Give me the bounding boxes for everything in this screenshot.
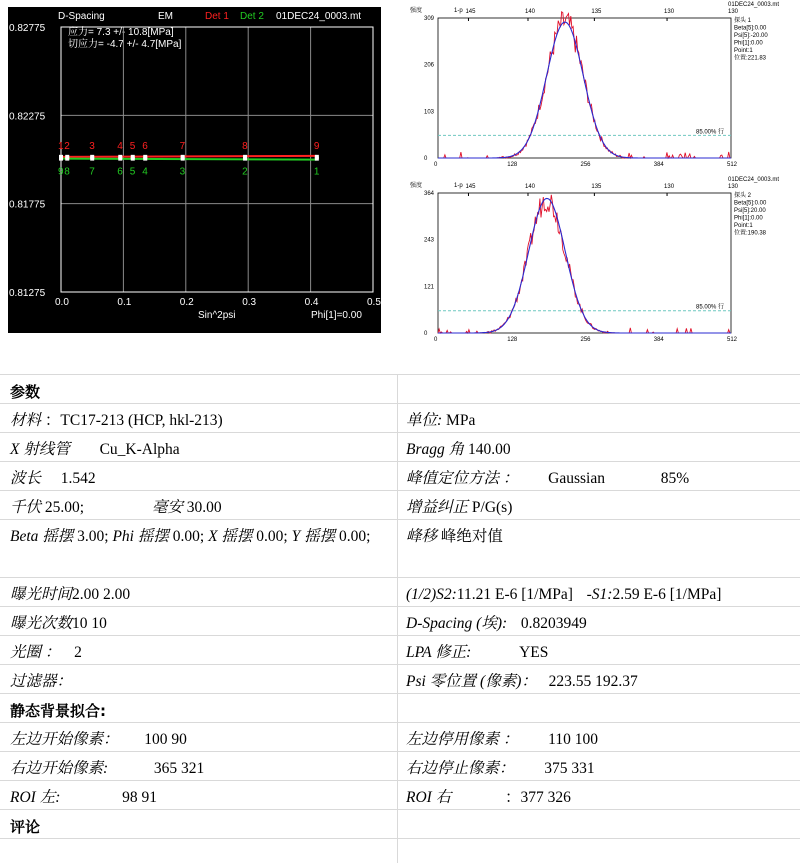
dspacing-plot: [8, 7, 381, 333]
aperture-cell: [0, 636, 397, 664]
point-label: 9: [58, 166, 64, 178]
osc-x-label: X 摇摆: [208, 528, 253, 545]
filter-label: 过滤器：: [10, 673, 73, 690]
point-label: 4: [117, 140, 123, 152]
x-tick-label: 0.0: [55, 297, 69, 308]
comments-body: [0, 839, 397, 863]
peak-y-tick: 309: [424, 16, 435, 22]
comments-spacer: [397, 810, 800, 838]
x-tick-label: 0.4: [304, 297, 319, 308]
gain-label: 增益纠正: [406, 499, 469, 516]
right-stop-cell: [397, 752, 800, 780]
point-label: 1: [313, 166, 320, 178]
peak-info-line: Phi[1]:0.00: [734, 40, 763, 47]
ma-label: 毫安: [151, 499, 183, 516]
peak-info-line: Psi[5]:20.00: [734, 208, 766, 214]
gain-cell: [397, 491, 800, 519]
material-value: ：TC17-213 (HCP, hkl-213): [44, 412, 223, 429]
roi-left-cell: [0, 781, 397, 809]
peak-y-tick: 121: [424, 284, 435, 291]
peak-top-label: 1-p: [454, 8, 463, 14]
unit-label: 单位:: [406, 412, 443, 429]
oscillation-cell: [0, 520, 397, 577]
data-point: [118, 157, 122, 161]
fitted-profile: [438, 22, 731, 158]
exposure-count-label: 曝光次数: [10, 615, 73, 632]
roi-right-cell: [397, 781, 800, 809]
roi-left-value: 98 91: [122, 789, 157, 806]
angle-tick: 145: [465, 184, 476, 190]
x-tick-label: 0.3: [242, 297, 257, 308]
angle-tick: 130: [664, 9, 675, 15]
right-start-value: 365 321: [153, 760, 205, 777]
point-label: 3: [89, 140, 95, 152]
peak-x-tick: 256: [580, 337, 591, 343]
ma-value: 30.00: [186, 499, 222, 516]
right-stop-value: 375 331: [544, 760, 595, 777]
lpa-cell: [397, 636, 800, 664]
angle-tick: 130: [664, 184, 675, 190]
peak-method-pct: 85%: [660, 470, 690, 487]
peak-info-line: Beta[5]:0.00: [734, 25, 767, 32]
gain-value: P/G(s): [471, 499, 513, 516]
point-label: 7: [179, 140, 186, 152]
point-label: 5: [129, 166, 136, 178]
peak-info-line: Psi[5]:-20.00: [734, 33, 768, 39]
angle-tick: 135: [591, 184, 602, 190]
peak-y-tick: 364: [424, 191, 435, 197]
point-label: 5: [129, 140, 136, 152]
peak-frame: [438, 18, 731, 158]
data-point: [243, 157, 247, 161]
peak-y-tick: 0: [424, 331, 428, 337]
left-start-cell: [0, 723, 397, 751]
params-header-spacer: [397, 375, 800, 403]
data-point: [181, 157, 185, 161]
lpa-label: LPA 修正:: [406, 644, 472, 661]
wavelength-value: 1.542: [60, 470, 96, 487]
raw-profile: [438, 12, 731, 158]
point-label: 6: [142, 140, 148, 152]
dspacing-file: 01DEC24_0003.mt: [276, 11, 362, 22]
phi-label: Phi[1]=0.00: [311, 310, 362, 321]
peak-y-tick: 243: [424, 237, 435, 244]
xray-value: Cu_K-Alpha: [99, 441, 180, 458]
left-start-value: 100 90: [144, 731, 187, 748]
comments-header: 评论: [10, 818, 41, 836]
fit-line-1: [61, 156, 317, 157]
charts-area: [0, 0, 800, 345]
data-point: [143, 157, 147, 161]
unit-cell: [397, 404, 800, 432]
dspacing-cell: [397, 607, 800, 635]
y-tick-label: 0.81275: [9, 288, 46, 299]
det1-label: Det 1: [205, 11, 229, 22]
right-start-cell: [0, 752, 397, 780]
peak-y-tick: 0: [424, 156, 428, 162]
peak-info-line: Point:1: [734, 223, 753, 229]
s1-value: 2.59 E-6 [1/MPa]: [612, 586, 722, 603]
peak-file-suffix: 130: [728, 184, 739, 190]
exposure-count-value: 10 10: [72, 615, 107, 632]
material-label: 材料: [10, 412, 42, 429]
osc-y-value: 0.00;: [338, 528, 371, 545]
parameter-table: [0, 374, 800, 863]
osc-beta-label: Beta 摇摆: [10, 528, 74, 545]
angle-tick: 135: [591, 9, 602, 15]
data-point: [65, 157, 69, 161]
peak-info-line: 位置:221.83: [734, 55, 767, 62]
peak-shift-value: 峰绝对值: [440, 528, 503, 545]
aperture-label: 光圈 ：: [10, 644, 61, 661]
peak-file-suffix: 130: [728, 9, 739, 15]
peak-info-line: 探头 1: [734, 18, 752, 24]
right-start-label: 右边开始像素:: [10, 760, 109, 777]
bg-fit-spacer: [397, 694, 800, 722]
peak-method-value: Gaussian: [548, 470, 605, 487]
x-tick-label: 0.2: [179, 297, 194, 308]
right-stop-label: 右边停止像素：: [406, 760, 515, 777]
xray-cell: [0, 433, 397, 461]
peak-y-tick: 103: [424, 109, 435, 116]
kv-value: 25.00;: [44, 499, 85, 516]
peak-ylabel: 强度: [410, 8, 423, 14]
peak-x-tick: 0: [434, 337, 438, 343]
bragg-cell: [397, 433, 800, 461]
left-start-label: 左边开始像素：: [10, 731, 119, 748]
left-stop-value: 110 100: [548, 731, 598, 748]
point-label: 1: [58, 140, 64, 152]
left-stop-cell: [397, 723, 800, 751]
dspacing-mode: EM: [158, 11, 173, 22]
peak-x-tick: 384: [653, 162, 664, 168]
angle-tick: 140: [524, 184, 535, 190]
peak-profiles: [398, 0, 798, 345]
kv-label: 千伏: [10, 499, 42, 516]
roi-left-label: ROI 左:: [10, 789, 61, 806]
wavelength-cell: [0, 462, 397, 490]
peak-y-tick: 206: [424, 62, 435, 69]
peak-shift-label: 峰移: [406, 528, 438, 545]
point-label: 8: [242, 140, 248, 152]
left-stop-label: 左边停用像素 ：: [406, 731, 519, 748]
psi-zero-label: Psi 零位置 (像素)：: [406, 673, 537, 690]
fitted-profile: [438, 198, 731, 333]
point-label: 2: [64, 140, 70, 152]
peak-panel-1: [410, 2, 779, 168]
x-tick-label: 0.1: [117, 297, 132, 308]
s2-value: 11.21 E-6 [1/MPa]: [456, 586, 573, 603]
peak-method-label: 峰值定位方法 ：: [406, 470, 519, 487]
roi-right-label: ROI 右: [406, 789, 452, 806]
peak-plots: [398, 0, 798, 345]
angle-tick: 140: [524, 9, 535, 15]
fit-line-2: [61, 159, 317, 160]
dspacing-label: D-Spacing (埃):: [406, 615, 508, 632]
data-point: [59, 157, 63, 161]
point-label: 9: [313, 140, 320, 152]
bg-fit-header: 静态背景拟合:: [10, 702, 106, 720]
y-tick-label: 0.82775: [9, 23, 46, 34]
osc-y-label: Y 摇摆: [291, 528, 336, 545]
data-point: [315, 157, 319, 161]
data-point: [90, 157, 94, 161]
psi-zero-cell: [397, 665, 800, 693]
xray-label: X 射线管: [10, 441, 70, 458]
shear-result: 切应力= -4.7 +/- 4.7[MPa]: [68, 39, 182, 50]
exposure-time-value: 2.00 2.00: [72, 586, 131, 603]
peak-x-tick: 384: [653, 337, 664, 343]
peak-x-tick: 0: [434, 162, 438, 168]
dspacing-xlabel: Sin^2psi: [198, 310, 236, 321]
dspacing-title: D-Spacing: [58, 11, 105, 22]
dspacing-chart: [8, 7, 381, 333]
peak-info-line: Beta[5]:0.00: [734, 200, 767, 207]
exposure-count-cell: [0, 607, 397, 635]
y-tick-label: 0.82275: [9, 111, 46, 123]
exposure-time-cell: [0, 578, 397, 606]
params-header: 参数: [10, 383, 41, 401]
peak-top-label: 1-p: [454, 183, 463, 189]
peak-x-tick: 512: [727, 162, 738, 168]
det2-label: Det 2: [240, 11, 264, 22]
osc-phi-label: Phi 摇摆: [112, 528, 169, 545]
peak-shift-cell: [397, 520, 800, 577]
roi-right-value: ：377 326: [504, 789, 571, 806]
osc-x-value: 0.00;: [256, 528, 288, 545]
peak-method-cell: [397, 462, 800, 490]
wavelength-label: 波长: [10, 470, 42, 487]
peak-x-tick: 256: [580, 162, 591, 168]
bragg-label: Bragg 角: [406, 441, 465, 458]
stress-result: 应力= 7.3 +/- 10.8[MPa]: [68, 27, 174, 38]
point-label: 8: [64, 166, 70, 178]
psi-zero-value: 223.55 192.37: [548, 673, 638, 690]
filter-cell: [0, 665, 397, 693]
lpa-value: YES: [519, 644, 549, 661]
unit-value: MPa: [446, 412, 476, 429]
peak-x-tick: 512: [727, 337, 738, 343]
kv-ma-cell: [0, 491, 397, 519]
s2-label: (1/2)S2:: [406, 586, 457, 603]
peak-info-line: 探头 2: [734, 193, 752, 199]
x-tick-label: 0.5: [367, 297, 381, 308]
osc-phi-value: 0.00;: [172, 528, 205, 545]
aperture-value: 2: [74, 644, 82, 661]
bragg-value: 140.00: [468, 441, 511, 458]
osc-beta-value: 3.00;: [77, 528, 109, 545]
peak-file: 01DEC24_0003.mt: [728, 2, 780, 8]
peak-info-line: Point:1: [734, 48, 753, 54]
point-label: 7: [89, 166, 95, 178]
peak-x-tick: 128: [507, 162, 518, 168]
peak-x-tick: 128: [507, 337, 518, 343]
peak-file: 01DEC24_0003.mt: [728, 177, 780, 183]
elastic-const-cell: [397, 578, 800, 606]
raw-profile: [438, 195, 731, 333]
peak-info-line: Phi[1]:0.00: [734, 215, 763, 222]
exposure-time-label: 曝光时间: [10, 586, 73, 603]
s1-label: -S1:: [586, 586, 613, 603]
angle-tick: 145: [465, 9, 476, 15]
point-label: 2: [242, 166, 248, 178]
data-point: [131, 157, 135, 161]
y-tick-label: 0.81775: [9, 199, 46, 211]
peak-panel-2: [410, 177, 779, 343]
threshold-label: 85.00% 行: [696, 304, 725, 311]
material-cell: [0, 404, 397, 432]
point-label: 4: [142, 166, 148, 178]
threshold-label: 85.00% 行: [696, 129, 725, 136]
dspacing-value: 0.8203949: [520, 615, 587, 632]
point-label: 6: [117, 166, 123, 178]
point-label: 3: [179, 166, 186, 178]
peak-info-line: 位置:190.38: [734, 230, 767, 237]
peak-ylabel: 强度: [410, 183, 423, 189]
comments-body-right: [397, 839, 800, 863]
peak-frame: [438, 193, 731, 333]
